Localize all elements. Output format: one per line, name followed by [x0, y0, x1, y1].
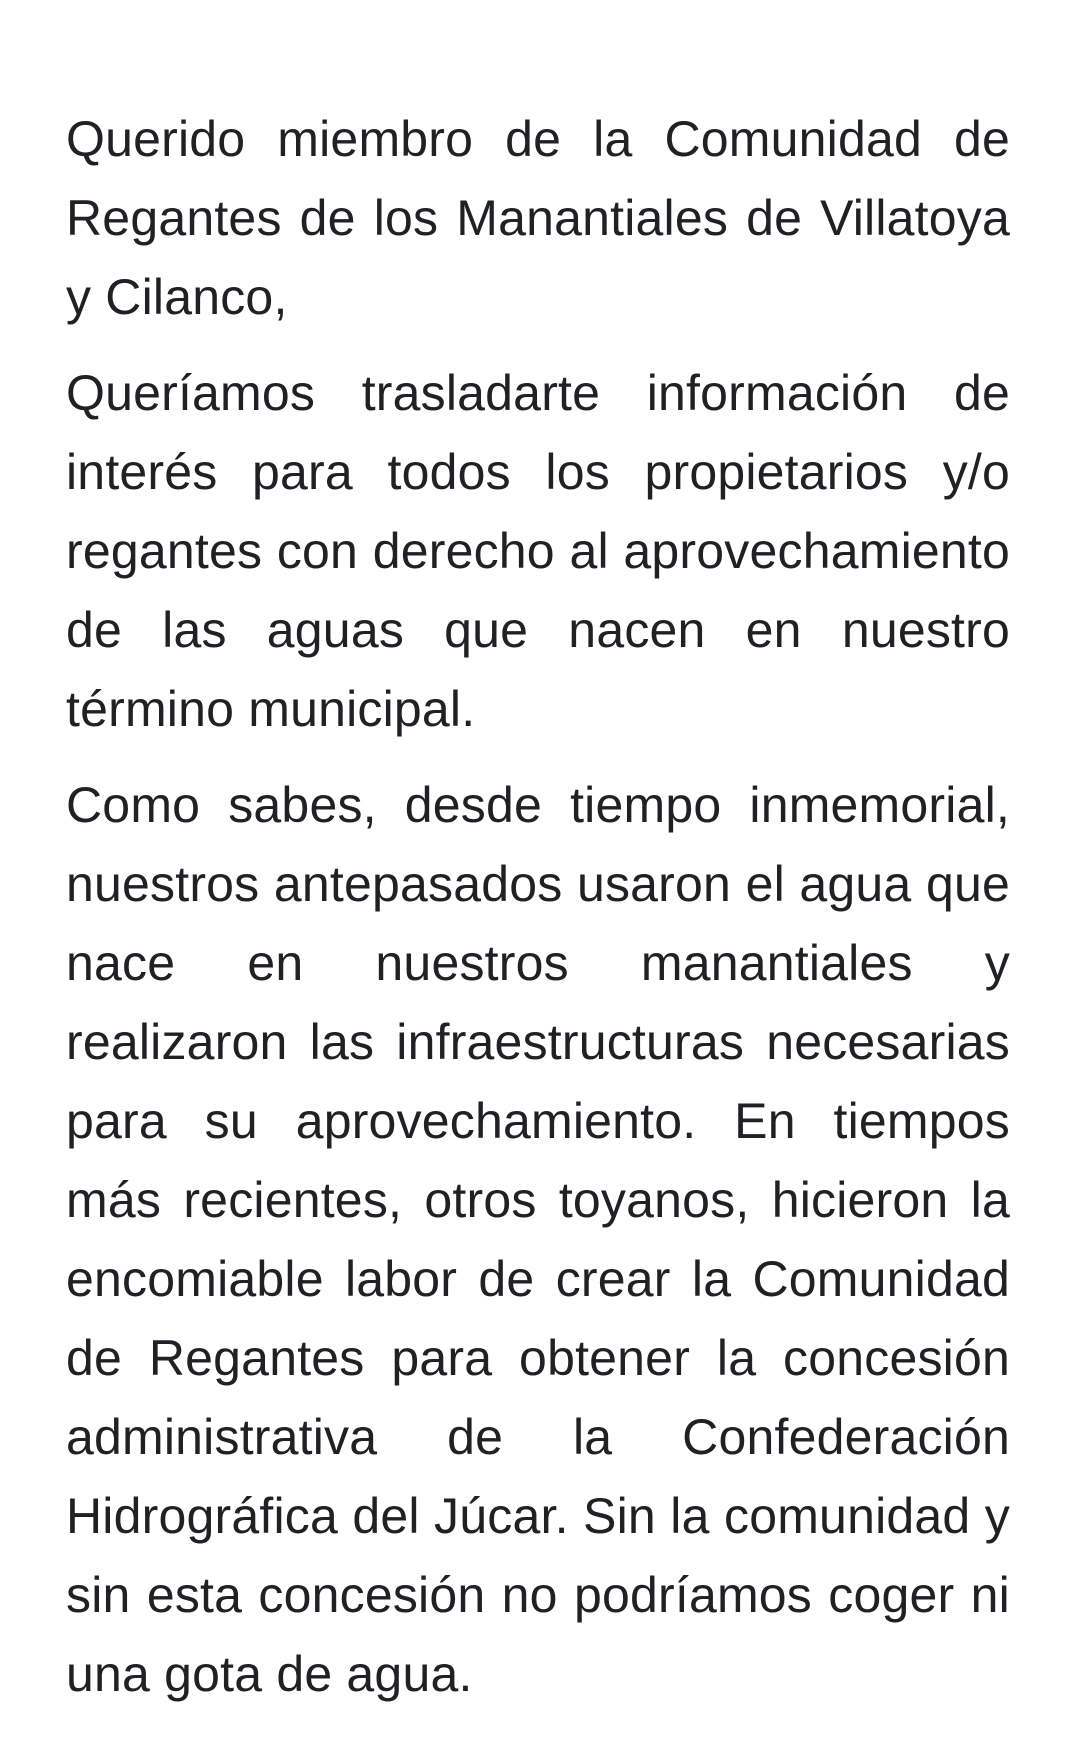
info-paragraph: Queríamos trasladarte información de interés para todos los propietarios y/o regantes con derecho al aprovechamiento de las aguas que nacen en nuestro término municipal. [66, 365, 1010, 737]
history-paragraph: Como sabes, desde tiempo inmemorial, nuestros antepasados usaron el agua que nace en nuestros manantiales y realizaron las infraestructuras necesarias para su aprovechamiento. En tiempos más recientes, otros toyanos, hicieron la encomiable labor de crear la Comunidad de Regantes para obtener la concesión administrativa de la Confederación Hidrográfica del Júcar. Sin la comunidad y sin esta concesión no podríamos coger ni una gota de agua. [66, 777, 1010, 1702]
letter-body [66, 100, 1010, 1731]
greeting-paragraph: Querido miembro de la Comunidad de Regantes de los Manantiales de Villatoya y Cilanco, [66, 111, 1010, 325]
